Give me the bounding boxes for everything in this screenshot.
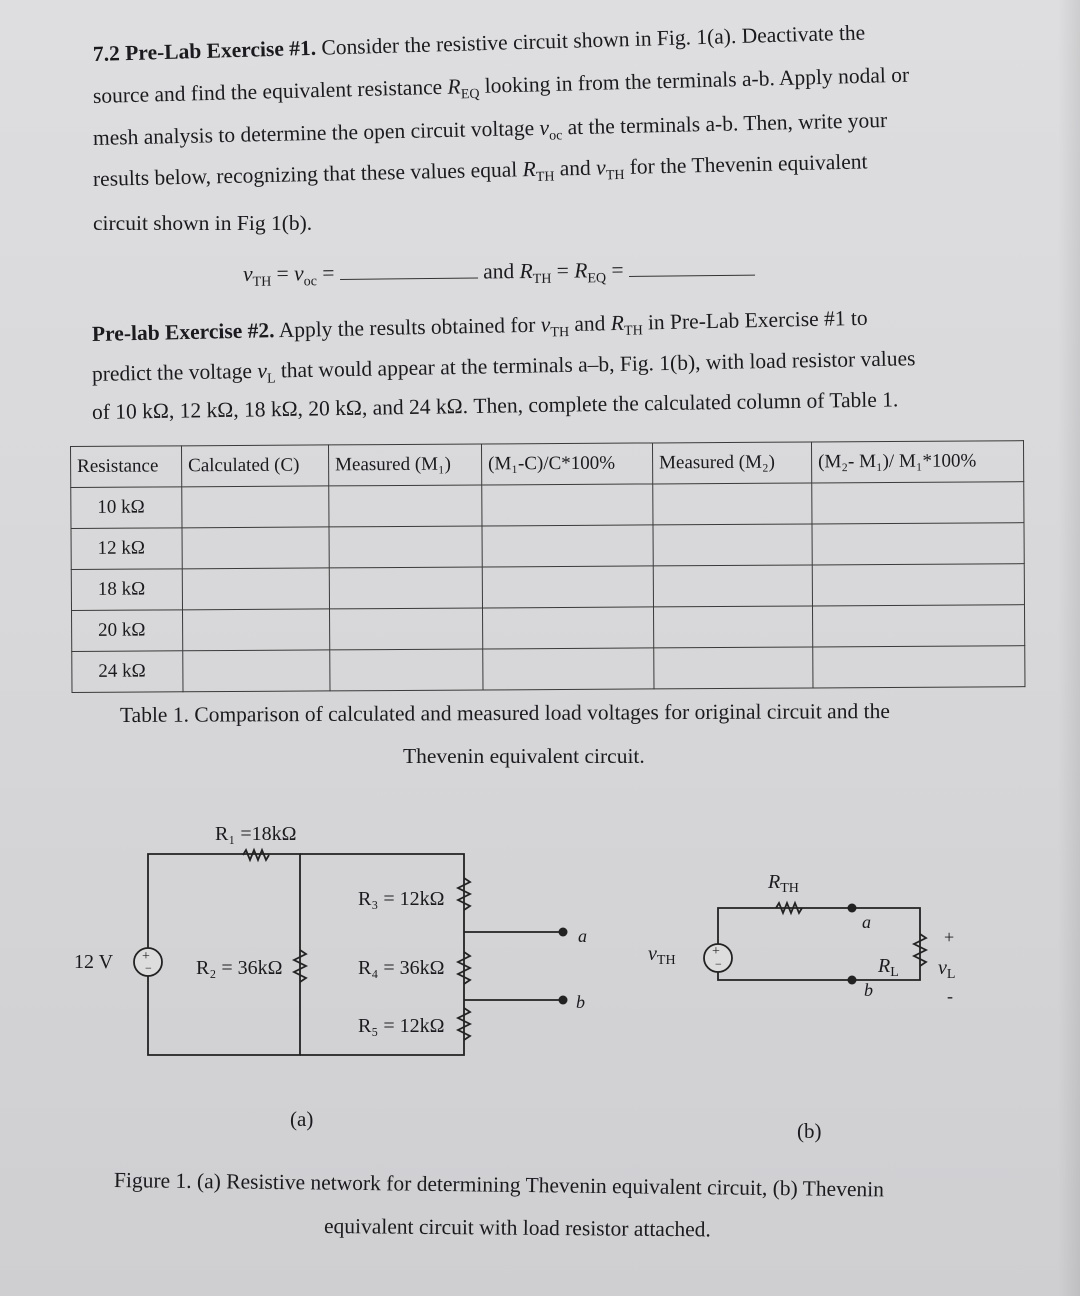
r4-label: R₄ = 36kΩ xyxy=(358,957,445,979)
source-minus-sign: − xyxy=(145,961,152,975)
cell-measured-m1[interactable] xyxy=(329,485,482,527)
header-error-m1: (M₁-C)/C*100% xyxy=(481,443,652,485)
table-row xyxy=(71,523,1024,570)
ex2-line-3: of 10 kΩ, 12 kΩ, 18 kΩ, 20 kΩ, and 24 kΩ. Then, complete the calculated column of Table 1. xyxy=(91,387,899,424)
cell-error-m2[interactable] xyxy=(812,523,1024,565)
terminal-b-label: b xyxy=(576,992,585,1012)
ex1-line-1: 7.2 Pre-Lab Exercise #1. Consider the resistive circuit shown in Fig. 1(a). Deactivate the xyxy=(92,20,866,66)
cell-error-m2[interactable] xyxy=(812,564,1024,606)
cell-error-m2[interactable] xyxy=(812,605,1024,647)
ex1-line-3: mesh analysis to determine the open circuit voltage $v_{oc}$ at the terminals a-b. Then, write your xyxy=(92,107,888,150)
vth-answer-blank[interactable] xyxy=(340,278,478,280)
thevenin-plus-sign: + xyxy=(712,944,720,959)
figure-caption-line-1: Figure 1. (a) Resistive network for determining Thevenin equivalent circuit, (b) Thevenin xyxy=(113,1168,885,1202)
vl-minus-label: - xyxy=(947,986,953,1006)
terminal-b-a-dot xyxy=(848,904,857,913)
circuit-b-top-wire xyxy=(718,908,852,946)
rth-answer-blank[interactable] xyxy=(629,275,755,277)
rl-label: $R_L$ xyxy=(878,955,899,980)
cell-error-m2[interactable] xyxy=(812,482,1024,524)
vl-label: $v_L$ xyxy=(938,957,956,982)
ex1-line-4: results below, recognizing that these values equal $R_{TH}$ and $v_{TH}$ for the Thevenin equivalent xyxy=(92,149,868,191)
header-resistance: Resistance xyxy=(71,446,182,488)
cell-measured-m1[interactable] xyxy=(329,567,482,609)
figure-b-label: (b) xyxy=(797,1119,822,1143)
cell-calculated[interactable] xyxy=(182,527,329,569)
header-error-m2: (M₂- M₁)/ M₁*100% xyxy=(811,441,1023,483)
row-resistance: 12 kΩ xyxy=(71,528,182,570)
ex2-line-2: predict the voltage $v_L$ that would appear at the terminals a–b, Fig. 1(b), with load resistor values xyxy=(91,346,916,387)
cell-measured-m1[interactable] xyxy=(330,649,483,691)
cell-error-m1[interactable] xyxy=(482,525,653,567)
answer-line: $v_{TH} = v_{oc}$ = and $R_{TH} = R_{EQ}$ = xyxy=(243,257,755,287)
table-row xyxy=(72,605,1025,652)
cell-error-m1[interactable] xyxy=(483,648,654,690)
table-row xyxy=(71,482,1024,529)
cell-measured-m2[interactable] xyxy=(653,565,812,607)
results-table xyxy=(70,440,1025,693)
row-resistance: 20 kΩ xyxy=(72,610,183,652)
terminal-a-dot xyxy=(559,928,568,937)
cell-calculated[interactable] xyxy=(182,486,329,528)
r1-label: R₁ =18kΩ xyxy=(215,823,297,845)
thevenin-terminal-b: b xyxy=(864,980,873,1000)
header-measured-m2: Measured (M₂) xyxy=(652,442,811,484)
terminal-a-label: a xyxy=(578,926,587,946)
thevenin-terminal-a: a xyxy=(862,912,871,932)
ex2-heading: Pre-lab Exercise #2. xyxy=(91,318,275,346)
thevenin-minus-sign: − xyxy=(715,957,722,971)
r1-resistor xyxy=(243,850,269,860)
circuit-b-bottom-wire xyxy=(718,970,852,980)
cell-calculated[interactable] xyxy=(183,609,330,651)
ex1-line-2: source and find the equivalent resistance $R_{EQ}$ looking in from the terminals a-b. Apply nodal or xyxy=(92,62,910,108)
table-header-row xyxy=(71,441,1024,488)
cell-measured-m2[interactable] xyxy=(654,647,813,689)
row-resistance: 24 kΩ xyxy=(72,651,183,693)
table-row xyxy=(71,564,1024,611)
row-resistance: 18 kΩ xyxy=(71,569,182,611)
cell-measured-m1[interactable] xyxy=(330,608,483,650)
cell-measured-m2[interactable] xyxy=(653,524,812,566)
figure-caption-line-2: equivalent circuit with load resistor attached. xyxy=(323,1214,711,1242)
terminal-b-dot xyxy=(559,996,568,1005)
cell-calculated[interactable] xyxy=(183,650,330,692)
r2-label: R₂ = 36kΩ xyxy=(196,957,283,979)
circuit-a-outer-wire xyxy=(148,854,300,1055)
cell-error-m1[interactable] xyxy=(482,607,653,649)
header-calculated: Calculated (C) xyxy=(182,445,329,487)
r5-label: R₅ = 12kΩ xyxy=(358,1015,445,1037)
ex1-heading: 7.2 Pre-Lab Exercise #1. xyxy=(92,35,317,66)
row-resistance: 10 kΩ xyxy=(71,487,182,529)
table-caption-line-2: Thevenin equivalent circuit. xyxy=(403,744,645,768)
cell-measured-m1[interactable] xyxy=(329,526,482,568)
cell-calculated[interactable] xyxy=(182,568,329,610)
cell-error-m2[interactable] xyxy=(813,646,1025,688)
ex1-line-5: circuit shown in Fig 1(b). xyxy=(93,211,313,235)
header-measured-m1: Measured (M₁) xyxy=(328,444,481,486)
terminal-b-b-dot xyxy=(848,976,857,985)
rth-label: $R_{TH}$ xyxy=(768,871,799,896)
ex2-line-1: Pre-lab Exercise #2. Apply the results obtained for $v_{TH}$ and $R_{TH}$ in Pre-Lab Exercise #1 to xyxy=(91,305,868,346)
figure-a-label: (a) xyxy=(290,1107,314,1131)
circuit-a-diagram xyxy=(0,800,1080,1143)
source-label: 12 V xyxy=(74,951,114,973)
vth-label: $v_{TH}$ xyxy=(648,943,676,968)
table-caption-line-1: Table 1. Comparison of calculated and measured load voltages for original circuit and the xyxy=(119,698,890,727)
cell-error-m1[interactable] xyxy=(482,484,653,526)
vl-plus-label: + xyxy=(944,927,955,947)
cell-measured-m2[interactable] xyxy=(653,483,812,525)
table-row xyxy=(72,646,1025,693)
source-plus-sign: + xyxy=(142,949,150,964)
cell-measured-m2[interactable] xyxy=(653,606,812,648)
cell-error-m1[interactable] xyxy=(482,566,653,608)
r3-label: R₃ = 12kΩ xyxy=(358,888,445,910)
